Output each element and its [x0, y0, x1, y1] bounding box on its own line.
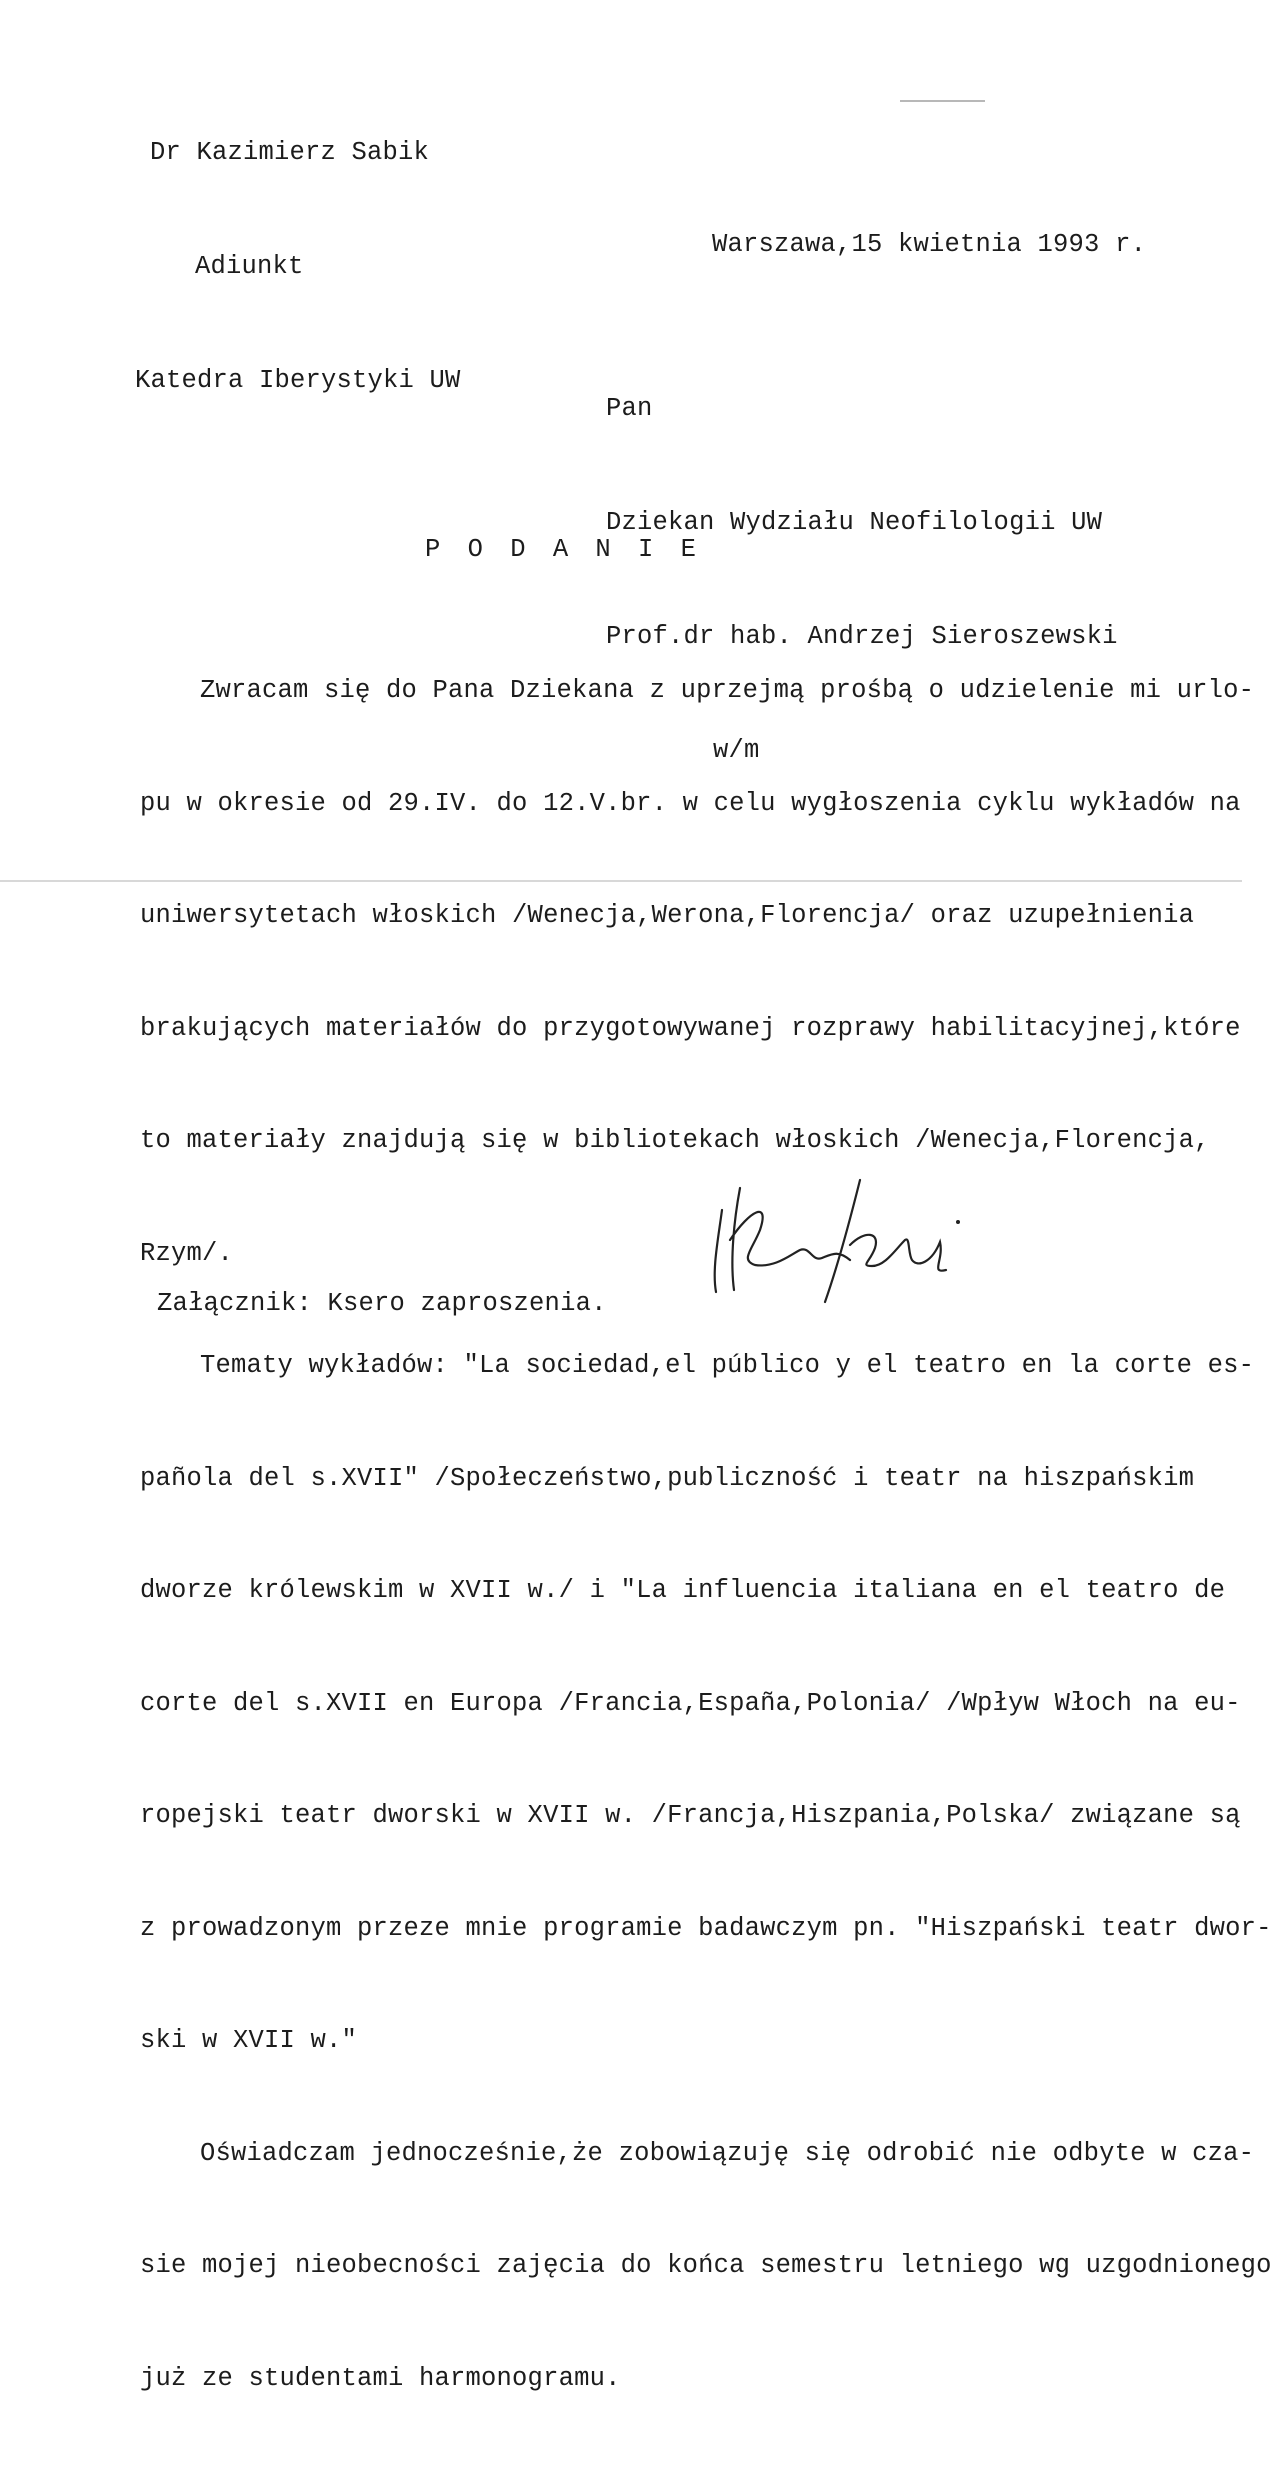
body-line: uniwersytetach włoskich /Wenecja,Werona,Florencja/ oraz uzupełnienia: [140, 901, 1195, 930]
body-line: dworze królewskim w XVII w./ i "La influencia italiana en el teatro de: [140, 1576, 1226, 1605]
body-line: Oświadczam jednocześnie,że zobowiązuję się odrobić nie odbyte w cza-: [200, 2138, 1255, 2168]
body-line: z prowadzonym przeze mnie programie badawczym pn. "Hiszpański teatr dwor-: [140, 1913, 1272, 1943]
body-line: to materiały znajdują się w bibliotekach włoskich /Wenecja,Florencja,: [140, 1126, 1210, 1155]
enclosure-line: Załącznik: Ksero zaproszenia.: [157, 1289, 607, 1318]
body-line: pañola del s.XVII" /Społeczeństwo,publiczność i teatr na hiszpańskim: [140, 1463, 1195, 1493]
letter-body: [140, 597, 1272, 2472]
body-line: Tematy wykładów: "La sociedad,el público y el teatro en la corte es-: [200, 1351, 1255, 1380]
body-line: corte del s.XVII en Europa /Francia,España,Polonia/ /Wpływ Włoch na eu-: [140, 1688, 1241, 1718]
body-line: brakujących materiałów do przygotowywanej rozprawy habilitacyjnej,które: [140, 1013, 1241, 1043]
sender-department: Katedra Iberystyki UW: [135, 366, 461, 395]
paper-speck: [900, 100, 985, 102]
body-line: pu w okresie od 29.IV. do 12.V.br. w celu wygłoszenia cyklu wykładów na: [140, 788, 1241, 818]
recipient-salutation: Pan: [606, 394, 653, 423]
date-line: Warszawa,15 kwietnia 1993 r.: [712, 230, 1147, 259]
body-line: już ze studentami harmonogramu.: [140, 2363, 621, 2393]
sender-name: Dr Kazimierz Sabik: [150, 138, 430, 167]
sender-block: [135, 58, 461, 476]
recipient-location: w/m: [713, 736, 760, 765]
document-title: P O D A N I E: [425, 535, 702, 564]
body-line: Rzym/.: [140, 1238, 234, 1268]
body-line: ski w XVII w.": [140, 2026, 358, 2055]
body-line: ropejski teatr dworski w XVII w. /Francja,Hiszpania,Polska/ związane są: [140, 1801, 1241, 1830]
recipient-title: Dziekan Wydziału Neofilologii UW: [606, 508, 1103, 537]
paper-fold-line: [0, 880, 1242, 882]
sender-position: Adiunkt: [195, 252, 304, 281]
body-line: sie mojej nieobecności zajęcia do końca semestru letniego wg uzgodnionego: [140, 2251, 1272, 2280]
recipient-name: Prof.dr hab. Andrzej Sieroszewski: [606, 622, 1118, 651]
body-line: Zwracam się do Pana Dziekana z uprzejmą prośbą o udzielenie mi urlo-: [200, 676, 1255, 705]
handwritten-signature: [700, 1170, 970, 1310]
